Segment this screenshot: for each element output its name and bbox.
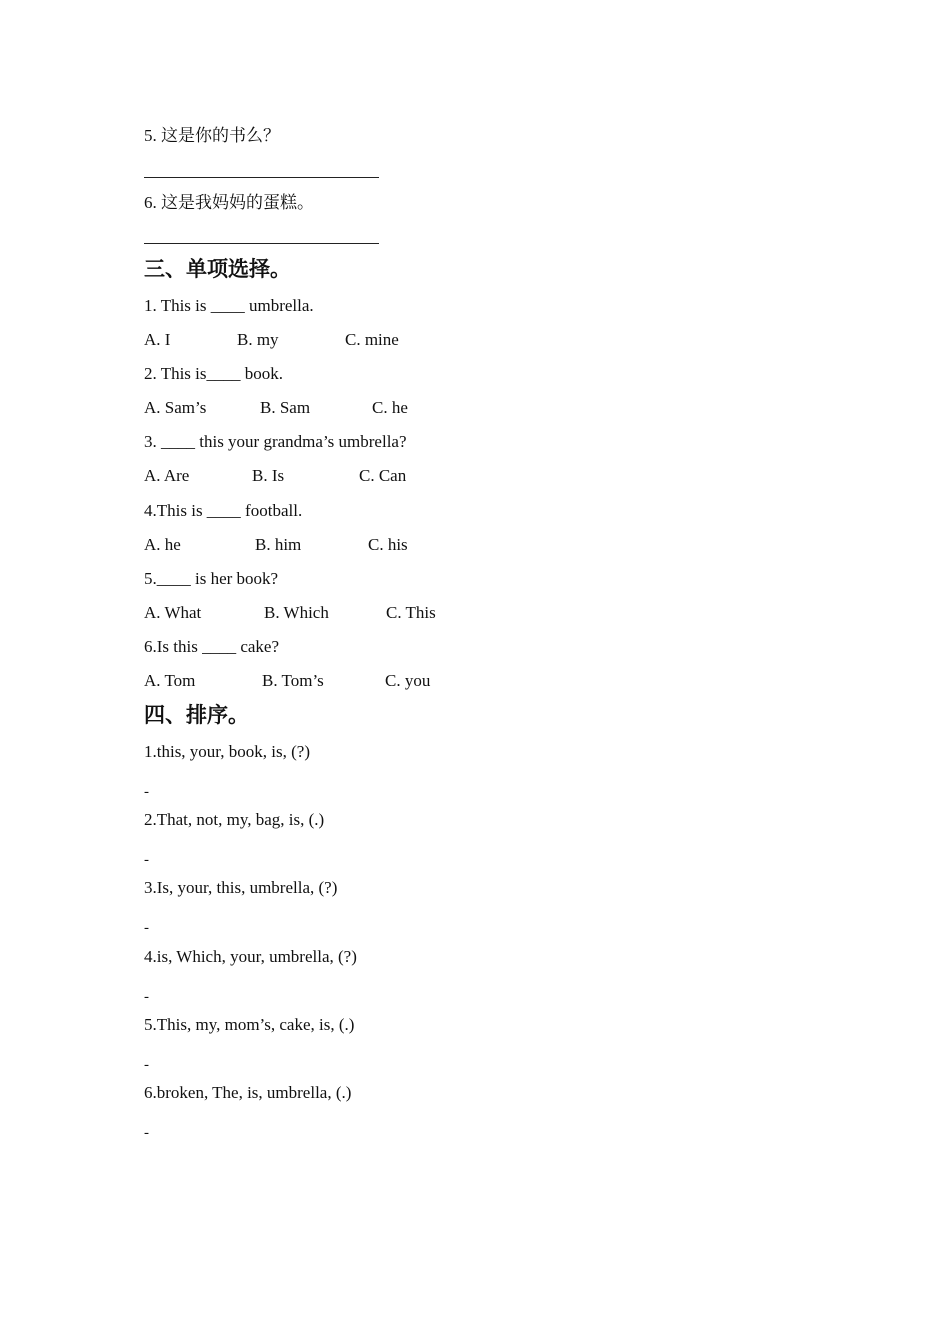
option-b[interactable]: B. Which: [264, 603, 329, 622]
option-c[interactable]: C. he: [372, 398, 408, 417]
answer-line-5[interactable]: [144, 177, 379, 178]
option-b[interactable]: B. him: [255, 535, 302, 554]
mc-options-6: [144, 670, 564, 692]
mc-options-5: [144, 602, 564, 624]
ordering-answer-4[interactable]: -: [144, 989, 149, 1005]
ordering-item-5: 5.This, my, mom’s, cake, is, (.): [144, 1015, 355, 1034]
mc-options-4: [144, 534, 564, 556]
mc-options-1: [144, 329, 564, 351]
ordering-answer-1[interactable]: -: [144, 784, 149, 800]
ordering-item-1: 1.this, your, book, is, (?): [144, 742, 310, 761]
ordering-answer-5[interactable]: -: [144, 1057, 149, 1073]
ordering-item-6: 6.broken, The, is, umbrella, (.): [144, 1083, 352, 1102]
mc-question-6: 6.Is this ____ cake?: [144, 637, 280, 656]
ordering-answer-6[interactable]: -: [144, 1125, 149, 1141]
ordering-item-3: 3.Is, your, this, umbrella, (?): [144, 878, 338, 897]
translation-question-5: 5. 这是你的书么？: [144, 126, 280, 145]
option-b[interactable]: B. Tom’s: [262, 671, 324, 690]
section-4-heading: 四、排序。: [144, 703, 249, 727]
option-a[interactable]: A. I: [144, 330, 171, 349]
option-c[interactable]: C. mine: [345, 330, 399, 349]
option-c[interactable]: C. you: [385, 671, 431, 690]
option-b[interactable]: B. Is: [252, 466, 285, 485]
option-a[interactable]: A. Sam’s: [144, 398, 207, 417]
mc-question-1: 1. This is ____ umbrella.: [144, 296, 314, 315]
mc-question-2: 2. This is____ book.: [144, 364, 284, 383]
section-3-heading: 三、单项选择。: [144, 257, 291, 281]
mc-options-3: [144, 465, 564, 487]
ordering-item-4: 4.is, Which, your, umbrella, (?): [144, 947, 357, 966]
ordering-answer-3[interactable]: -: [144, 920, 149, 936]
mc-options-2: [144, 397, 564, 419]
answer-line-6[interactable]: [144, 243, 379, 244]
mc-question-5: 5.____ is her book?: [144, 569, 279, 588]
ordering-item-2: 2.That, not, my, bag, is, (.): [144, 810, 325, 829]
option-a[interactable]: A. What: [144, 603, 202, 622]
mc-question-4: 4.This is ____ football.: [144, 501, 303, 520]
option-c[interactable]: C. his: [368, 535, 408, 554]
mc-question-3: 3. ____ this your grandma’s umbrella?: [144, 432, 407, 451]
option-a[interactable]: A. Are: [144, 466, 190, 485]
option-b[interactable]: B. Sam: [260, 398, 311, 417]
option-c[interactable]: C. This: [386, 603, 436, 622]
ordering-answer-2[interactable]: -: [144, 852, 149, 868]
option-a[interactable]: A. Tom: [144, 671, 196, 690]
option-b[interactable]: B. my: [237, 330, 279, 349]
translation-question-6: 6. 这是我妈妈的蛋糕。: [144, 193, 314, 212]
option-a[interactable]: A. he: [144, 535, 181, 554]
option-c[interactable]: C. Can: [359, 466, 407, 485]
